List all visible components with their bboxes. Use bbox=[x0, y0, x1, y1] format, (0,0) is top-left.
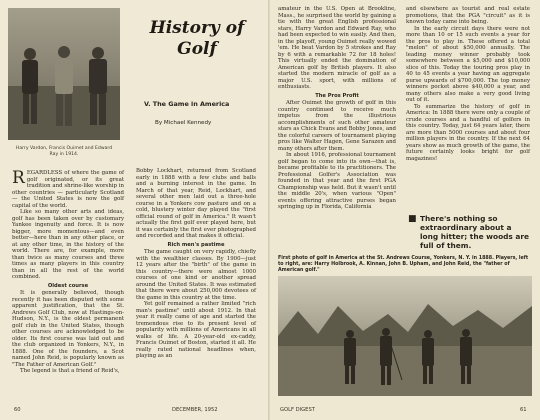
paragraph: Like so many other arts and ideas, golf has been taken over by customary Yankee ingenuity and force. It is now bigger, more momentous—and even better—here than in any other place, or at any other time, in the history of the world. There are, for example, more than twice as many courses and three times as many players in this country than in all the rest of the world combined. bbox=[12, 209, 124, 280]
photo-caption: Harry Vardon, Francis Ouimet and Edward Ray in 1914. bbox=[15, 146, 113, 157]
photo-caption: First photo of golf in America at the St. Andrews Course, Yonkers, N. Y. in 1888. Players, left to right, are: Harry Holbrook, A. Kinnan, John B. Upham, and John Reid, the "father of American golf." bbox=[278, 256, 529, 273]
paragraph: amateur in the U.S. Open at Brookline, Mass., he surprised the world by gaining a tie with the great English professional stars, Harry Vardon and Edward Ray, who had been expected to win easily. And then, in the playoff, young Ouimet really wowed 'em. He beat Vardon by 5 strokes and Ray by 6 with a remarkable 72 for 18 holes! This virtually ended the domination of American golf by British players. It also started the modern miracle of golf as a major U.S. sport, with millions of enthusiasts. bbox=[278, 6, 396, 90]
paragraph: Bobby Lockhart, returned from Scotland early in 1888 with a few clubs and balls and a burning interest in the game. In March of that year, Reid, Lockhart, and several other men laid out a three-hole course in a Yonkers cow pasture and on a cold, blustery winter day played the "first official round of golf in America." It wasn't actually the first golf ever played here, but it was certainly the first ever photographed and recorded and that makes it official. bbox=[136, 168, 256, 239]
bullet-icon: ■ bbox=[408, 214, 417, 224]
paragraph: To summarize the history of golf in America: In 1888 there were only a couple of crude courses and a handful of golfers in this country. Today, just 64 years later, there are more than 5000 courses and about four million players in the country. If the next 64 years show as much growth of the game, the future certainly looks bright for golf magazines! bbox=[406, 103, 530, 162]
article-title: History of Golf bbox=[149, 18, 245, 59]
paragraph: The legend is that a friend of Reid's, bbox=[20, 368, 120, 374]
issue-date: DECEMBER, 1952 bbox=[172, 407, 218, 413]
right-page bbox=[270, 0, 540, 420]
pull-quote: There's nothing so extraordinary about a long hitter; the woods are full of them. bbox=[420, 214, 530, 250]
drop-cap: R bbox=[12, 168, 25, 188]
paragraph: and elsewhere as tourist and real estate promotions, that the PGA "circuit" as it is known today came into being. bbox=[406, 6, 530, 25]
byline: By Michael Kennedy bbox=[155, 120, 212, 126]
chapter-heading: V. The Game in America bbox=[144, 100, 230, 108]
page-number-right: 61 bbox=[520, 407, 527, 413]
paragraph: In the early circuit days there were not more than 10 or 15 such events a year for the pros to play in. These offered a total "melon" of about $50,000 annually. The leading money winner probably took somewhere between a $5,000 and $10,000 slice of this. Today the touring pros play in 40 to 45 events a year having an aggregate purse upwards of $700,000. The top money winners pocket above $40,000 a year, and many others also make a very good living out of it. bbox=[406, 25, 530, 103]
subheading: The Pros Profit bbox=[315, 92, 359, 99]
left-column-1 bbox=[12, 170, 124, 375]
paragraph: Yet golf remained a rather limited "rich man's pastime" until about 1912. In that year it really came of age and started the tremendous rise to its present level of popularity with millions of Americans in all walks of life. A 20-year-old ex-caddy, Francis Ouimet of Boston, started it all. He really rated national headlines when, playing as an bbox=[136, 301, 256, 359]
paragraph: In about 1916, professional tournament golf began to come into its own—that is, became profitable to its practitioners. The Professional Golfer's Association was founded in that year and the first PGA Championship was held. But it wasn't until the middle 20's, when various "Open" events offering attractive purses began springing up in Florida, California bbox=[278, 152, 396, 210]
page-number-left: 60 bbox=[14, 407, 21, 413]
right-column-1 bbox=[278, 6, 396, 211]
subheading: Oldest course bbox=[47, 282, 89, 289]
paragraph: It is generally believed, though recently it has been disputed with some apparent justification, that the St. Andrews Golf Club, now at Hastings-on-Hudson, N.Y., is the oldest permanent golf club in the United States, though other courses are acknowledged to be older. Its first course was laid out and the club organized in Yonkers, N.Y., in 1888. One of the founders, a Scot named John Reid, is popularly known as "The Father of American Golf." bbox=[12, 290, 124, 368]
first-golf-photo bbox=[278, 276, 532, 396]
left-column-2 bbox=[136, 168, 256, 360]
golfers-1914-photo bbox=[8, 8, 120, 140]
paragraph: The game caught on very rapidly, chiefly with the wealthier classes. By 1900—just 12 years after the "birth" of the game in this country—there were almost 1000 courses of one kind or another spread around the United States. It was estimated that there were about 250,000 devotees of the game in this country at the time. bbox=[136, 249, 256, 301]
magazine-name: GOLF DIGEST bbox=[280, 407, 315, 413]
paragraph: After Ouimet the growth of golf in this country continued to receive much impetus from the illustrious accomplishments of such other amateur stars as Chick Evans and Bobby Jones, and the colorful careers of tournament playing pros like Walter Hagen, Gene Sarazen and many others after them. bbox=[278, 100, 396, 152]
subheading: Rich men's pastime bbox=[167, 241, 225, 248]
lead-paragraph: REGARDLESS of where the game of golf originated, or its great tradition and shrine-like worship in other countries — particularly Scotland — the United States is now the golf capital of the world. bbox=[12, 168, 124, 209]
right-column-2 bbox=[406, 6, 530, 162]
